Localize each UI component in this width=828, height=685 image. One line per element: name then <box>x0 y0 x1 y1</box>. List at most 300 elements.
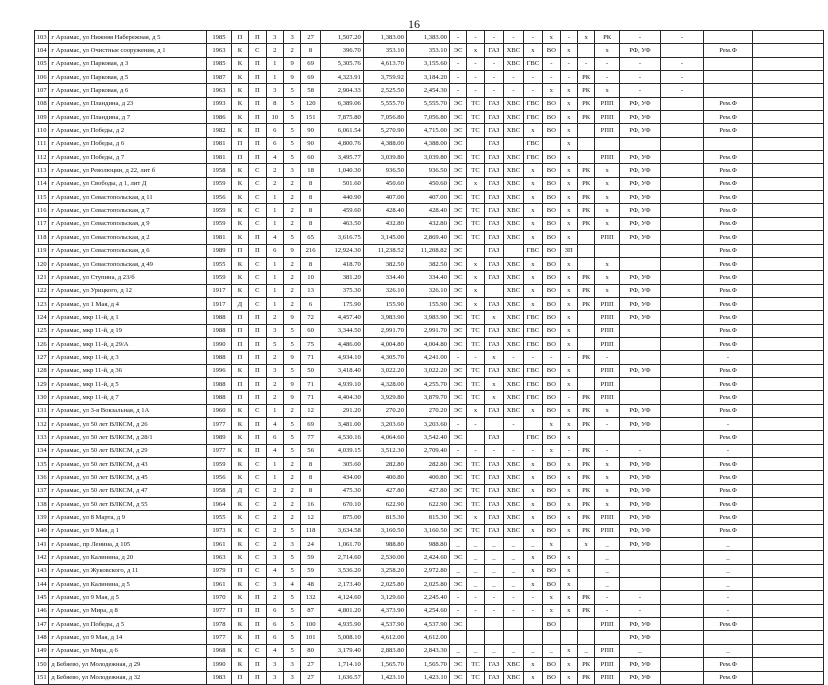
table-cell: РФ, УФ <box>619 458 660 471</box>
table-cell: РПП <box>595 618 620 631</box>
table-cell: x <box>560 137 577 150</box>
table-cell: РК <box>577 284 594 297</box>
address-cell: г Арзамас, мкр 11-й, д 29/А <box>49 337 207 350</box>
table-cell: x <box>560 431 577 444</box>
table-cell: - <box>595 71 620 84</box>
table-cell: - <box>467 417 484 430</box>
table-cell: 326.10 <box>363 284 406 297</box>
table-cell: 216 <box>301 244 320 257</box>
table-cell: 4,613.70 <box>363 57 406 70</box>
table-cell: x <box>560 191 577 204</box>
address-cell: г Арзамас, ул Жуковского, д 11 <box>49 564 207 577</box>
address-cell: г Арзамас, ул Революции, д 22, лит б <box>49 164 207 177</box>
table-cell: ТС <box>467 124 484 137</box>
table-cell: - <box>504 604 523 617</box>
table-cell: ХВС <box>504 111 523 124</box>
table-cell: РФ, УФ <box>619 177 660 190</box>
row-number-cell: 108 <box>35 97 49 110</box>
table-cell: РФ, УФ <box>619 484 660 497</box>
table-cell: 1,383.00 <box>406 31 449 44</box>
table-cell <box>619 391 660 404</box>
table-cell <box>660 631 703 644</box>
table-cell: ЗП <box>560 244 577 257</box>
table-cell: 936.50 <box>363 164 406 177</box>
table-cell: 3 <box>266 658 283 671</box>
table-cell <box>660 257 703 270</box>
table-cell: 382.50 <box>363 257 406 270</box>
table-cell: - <box>449 444 466 457</box>
table-cell: 3,184.20 <box>406 71 449 84</box>
table-cell: ТС <box>467 524 484 537</box>
table-cell: ЭС <box>449 484 466 497</box>
table-cell: 2 <box>283 498 300 511</box>
table-cell: x <box>560 644 577 657</box>
table-cell: Рем.Ф <box>703 484 752 497</box>
table-cell: x <box>560 671 577 684</box>
table-cell: 5,008.10 <box>320 631 363 644</box>
table-row <box>35 111 824 124</box>
table-cell: ЭС <box>449 284 466 297</box>
table-cell: 9 <box>283 391 300 404</box>
table-cell: x <box>523 44 542 57</box>
table-row <box>35 391 824 404</box>
table-cell: x <box>560 97 577 110</box>
table-cell: - <box>467 84 484 97</box>
table-cell <box>577 578 594 591</box>
address-cell: г Арзамас, ул Севастопольская, д 9 <box>49 217 207 230</box>
table-cell: x <box>560 204 577 217</box>
table-cell: П <box>231 244 248 257</box>
table-cell: 3,879.70 <box>406 391 449 404</box>
table-cell: 7,875.80 <box>320 111 363 124</box>
table-cell: ВО <box>543 311 560 324</box>
table-cell: 1961 <box>207 578 232 591</box>
table-cell: РК <box>577 458 594 471</box>
table-row <box>35 191 824 204</box>
table-cell <box>660 658 703 671</box>
table-row <box>35 377 824 390</box>
table-cell: П <box>249 124 266 137</box>
table-cell: x <box>560 404 577 417</box>
table-cell: С <box>249 564 266 577</box>
table-cell: 1981 <box>207 151 232 164</box>
table-cell: 4,612.00 <box>406 631 449 644</box>
table-cell <box>753 244 824 257</box>
table-cell: - <box>449 604 466 617</box>
table-cell: x <box>523 231 542 244</box>
table-cell: - <box>449 417 466 430</box>
table-cell: ВО <box>543 177 560 190</box>
table-cell: - <box>619 444 660 457</box>
table-cell: 2 <box>283 177 300 190</box>
row-number-cell: 141 <box>35 538 49 551</box>
table-cell: 9 <box>283 71 300 84</box>
table-cell: ХВС <box>504 404 523 417</box>
table-cell: ВО <box>543 151 560 164</box>
table-row <box>35 671 824 684</box>
table-cell: С <box>249 271 266 284</box>
table-cell: ЭС <box>449 498 466 511</box>
table-cell: 1917 <box>207 297 232 310</box>
table-cell: 432.80 <box>363 217 406 230</box>
table-cell: ВО <box>543 324 560 337</box>
table-cell <box>753 177 824 190</box>
table-cell: ХВС <box>504 511 523 524</box>
table-cell: РФ, УФ <box>619 151 660 164</box>
table-cell: _ <box>504 551 523 564</box>
table-cell <box>523 618 542 631</box>
table-cell: 9 <box>283 57 300 70</box>
table-cell: 1988 <box>207 324 232 337</box>
table-cell: РПП <box>595 364 620 377</box>
address-cell: г Арзамас, ул Победы, д 7 <box>49 151 207 164</box>
row-number-cell: 115 <box>35 191 49 204</box>
address-cell: г Арзамас, ул Парковая, д 3 <box>49 57 207 70</box>
table-cell: РФ, УФ <box>619 231 660 244</box>
table-cell: - <box>595 604 620 617</box>
table-cell: ГВС <box>523 324 542 337</box>
table-row <box>35 351 824 364</box>
table-cell: ЭС <box>449 337 466 350</box>
table-row <box>35 564 824 577</box>
table-cell <box>660 391 703 404</box>
table-cell: 4,457.40 <box>320 311 363 324</box>
table-cell: _ <box>467 564 484 577</box>
table-cell <box>660 498 703 511</box>
address-cell: г Арзамас, мкр 11-й, д 1 <box>49 311 207 324</box>
table-row <box>35 404 824 417</box>
table-cell: 1 <box>266 404 283 417</box>
table-cell: РК <box>577 591 594 604</box>
table-cell: П <box>231 324 248 337</box>
table-cell: ТС <box>467 364 484 377</box>
table-cell: _ <box>703 578 752 591</box>
table-row <box>35 177 824 190</box>
table-row <box>35 151 824 164</box>
table-cell <box>660 137 703 150</box>
table-cell: 1959 <box>207 217 232 230</box>
table-cell: _ <box>595 538 620 551</box>
table-cell: ХВС <box>504 217 523 230</box>
table-cell: x <box>543 604 560 617</box>
table-cell: С <box>249 484 266 497</box>
table-cell: РФ, УФ <box>619 471 660 484</box>
table-cell: - <box>467 604 484 617</box>
table-cell: 6,389.06 <box>320 97 363 110</box>
address-cell: г Арзамас, ул 3-я Вокзальная, д 1А <box>49 404 207 417</box>
table-cell: 90 <box>301 124 320 137</box>
table-cell: Рем.Ф <box>703 204 752 217</box>
table-cell: 432.80 <box>406 217 449 230</box>
table-cell: П <box>231 351 248 364</box>
table-cell: 1,423.10 <box>363 671 406 684</box>
table-cell: ЭС <box>449 377 466 390</box>
housing-register-table <box>34 30 824 685</box>
table-cell: ХВС <box>504 364 523 377</box>
table-cell: _ <box>595 578 620 591</box>
table-cell: 7,056.80 <box>363 111 406 124</box>
table-cell: 8 <box>266 97 283 110</box>
table-cell: 4,323.91 <box>320 71 363 84</box>
table-cell: ТС <box>467 658 484 671</box>
table-cell <box>660 444 703 457</box>
table-cell: x <box>577 538 594 551</box>
table-cell: 4 <box>266 564 283 577</box>
table-cell: ХВС <box>504 151 523 164</box>
table-cell: - <box>560 31 577 44</box>
table-cell: _ <box>595 551 620 564</box>
table-cell: П <box>249 417 266 430</box>
table-cell: ЭС <box>449 164 466 177</box>
table-cell: ГАЗ <box>484 151 503 164</box>
table-cell: - <box>467 71 484 84</box>
table-cell: 4,537.90 <box>406 618 449 631</box>
table-row <box>35 471 824 484</box>
table-cell: - <box>619 71 660 84</box>
table-cell: - <box>543 351 560 364</box>
table-cell <box>660 471 703 484</box>
table-cell: 3,022.20 <box>406 364 449 377</box>
table-cell <box>619 257 660 270</box>
table-cell: 3,634.58 <box>320 524 363 537</box>
table-cell: ГВС <box>523 391 542 404</box>
table-cell: С <box>249 257 266 270</box>
row-number-cell: 142 <box>35 551 49 564</box>
table-cell: ХВС <box>504 257 523 270</box>
table-row <box>35 498 824 511</box>
table-cell <box>753 257 824 270</box>
table-cell: К <box>231 644 248 657</box>
table-cell: - <box>703 444 752 457</box>
table-cell: РК <box>577 524 594 537</box>
table-cell: ГАЗ <box>484 458 503 471</box>
row-number-cell: 124 <box>35 311 49 324</box>
table-cell <box>753 324 824 337</box>
table-cell: ЭС <box>449 524 466 537</box>
table-cell: 450.60 <box>363 177 406 190</box>
table-cell: РПП <box>595 511 620 524</box>
table-cell: - <box>523 31 542 44</box>
table-cell: ГВС <box>523 431 542 444</box>
table-cell: 2 <box>266 591 283 604</box>
table-cell: 1,565.70 <box>406 658 449 671</box>
table-cell: ТС <box>467 231 484 244</box>
table-cell: РФ, УФ <box>619 631 660 644</box>
table-cell: 1 <box>266 297 283 310</box>
table-cell: С <box>249 404 266 417</box>
table-cell: - <box>703 591 752 604</box>
table-cell: _ <box>467 644 484 657</box>
table-cell <box>660 297 703 310</box>
table-cell: - <box>543 71 560 84</box>
table-cell: 2 <box>266 538 283 551</box>
table-cell: _ <box>484 551 503 564</box>
table-cell: ХВС <box>504 284 523 297</box>
table-cell: С <box>249 284 266 297</box>
table-cell: 622.90 <box>363 498 406 511</box>
table-cell: РК <box>577 111 594 124</box>
table-cell: ВО <box>543 231 560 244</box>
table-cell: 4,305.70 <box>363 351 406 364</box>
table-cell: К <box>231 257 248 270</box>
table-cell <box>660 97 703 110</box>
table-cell: РФ, УФ <box>619 658 660 671</box>
table-cell: ГАЗ <box>484 337 503 350</box>
table-row <box>35 618 824 631</box>
table-cell: - <box>660 84 703 97</box>
table-cell: 3 <box>266 364 283 377</box>
table-row <box>35 578 824 591</box>
table-cell <box>703 71 752 84</box>
table-cell: 6 <box>266 618 283 631</box>
table-cell: x <box>560 84 577 97</box>
table-cell: ВО <box>543 217 560 230</box>
table-cell: 475.30 <box>320 484 363 497</box>
table-cell: 5,555.70 <box>406 97 449 110</box>
table-cell: Рем.Ф <box>703 231 752 244</box>
table-cell: 5 <box>283 84 300 97</box>
row-number-cell: 105 <box>35 57 49 70</box>
table-cell: 1988 <box>207 351 232 364</box>
table-cell <box>660 337 703 350</box>
table-cell: 2,525.50 <box>363 84 406 97</box>
table-row <box>35 231 824 244</box>
table-cell: Д <box>231 297 248 310</box>
table-cell: 5 <box>283 324 300 337</box>
table-cell: ЭС <box>449 364 466 377</box>
table-cell: 5 <box>283 231 300 244</box>
table-cell: ЭС <box>449 97 466 110</box>
table-cell: П <box>249 591 266 604</box>
table-cell: x <box>560 417 577 430</box>
table-cell: 4,039.15 <box>320 444 363 457</box>
table-cell: РК <box>595 31 620 44</box>
table-cell: 1963 <box>207 84 232 97</box>
address-cell: г Арзамас, мкр 11-й, д 7 <box>49 391 207 404</box>
address-cell: г Арзамас, мкр 11-й, д 3 <box>49 351 207 364</box>
address-cell: г Арзамас, ул 50 лет ВЛКСМ, д 29 <box>49 444 207 457</box>
table-cell: ВО <box>543 498 560 511</box>
table-cell <box>660 164 703 177</box>
table-cell <box>660 591 703 604</box>
table-cell <box>467 431 484 444</box>
table-cell: - <box>523 444 542 457</box>
table-cell: 2,530.00 <box>363 551 406 564</box>
table-cell: 3,022.20 <box>363 364 406 377</box>
table-cell: 1956 <box>207 471 232 484</box>
table-cell: 5 <box>283 604 300 617</box>
table-cell <box>753 164 824 177</box>
table-row <box>35 44 824 57</box>
table-cell: x <box>595 284 620 297</box>
table-cell: ЭС <box>449 324 466 337</box>
table-cell: 1987 <box>207 71 232 84</box>
table-row <box>35 538 824 551</box>
table-cell: ВО <box>543 564 560 577</box>
table-cell: ХВС <box>504 337 523 350</box>
table-cell: ХВС <box>504 44 523 57</box>
table-cell: 9 <box>283 244 300 257</box>
table-cell: РК <box>577 604 594 617</box>
row-number-cell: 130 <box>35 391 49 404</box>
table-cell: - <box>504 591 523 604</box>
table-cell: 6 <box>266 631 283 644</box>
table-cell: 1977 <box>207 631 232 644</box>
table-cell: ХВС <box>504 164 523 177</box>
address-cell: г Арзамас, мкр 11-й, д 36 <box>49 364 207 377</box>
table-cell: ГАЗ <box>484 231 503 244</box>
address-cell: г Арзамас, ул 9 Мая, д 5 <box>49 591 207 604</box>
table-cell <box>577 137 594 150</box>
table-cell: 2,709.40 <box>406 444 449 457</box>
table-cell <box>595 631 620 644</box>
table-cell: 1955 <box>207 511 232 524</box>
table-cell: РФ, УФ <box>619 297 660 310</box>
table-cell: 9 <box>283 351 300 364</box>
table-cell: 459.60 <box>320 204 363 217</box>
address-cell: г Арзамас, ул 50 лет ВЛКСМ, д 43 <box>49 458 207 471</box>
table-cell: РК <box>577 511 594 524</box>
table-cell: РК <box>577 164 594 177</box>
table-cell: 1,040.30 <box>320 164 363 177</box>
address-cell: г Арзамас, ул Ступина, д 23/б <box>49 271 207 284</box>
table-cell: _ <box>484 564 503 577</box>
table-cell: 3,039.80 <box>363 151 406 164</box>
table-cell: ЭС <box>449 658 466 671</box>
table-cell <box>504 137 523 150</box>
table-cell: РК <box>577 498 594 511</box>
table-cell: П <box>231 377 248 390</box>
table-cell: РФ, УФ <box>619 404 660 417</box>
table-cell: 2 <box>283 297 300 310</box>
table-cell: ГВС <box>523 364 542 377</box>
table-cell: Рем.Ф <box>703 124 752 137</box>
table-cell: ЭС <box>449 458 466 471</box>
table-cell: К <box>231 658 248 671</box>
table-cell: 59 <box>301 551 320 564</box>
table-cell: x <box>523 177 542 190</box>
table-cell: 1977 <box>207 604 232 617</box>
table-cell: РФ, УФ <box>619 204 660 217</box>
table-cell: К <box>231 57 248 70</box>
table-cell: К <box>231 177 248 190</box>
table-cell: _ <box>467 551 484 564</box>
table-cell: x <box>523 564 542 577</box>
table-cell <box>753 191 824 204</box>
address-cell: г Арзамас, ул Парковая, д 5 <box>49 71 207 84</box>
table-cell: 8 <box>301 217 320 230</box>
table-cell: x <box>560 604 577 617</box>
table-cell: ТС <box>467 191 484 204</box>
table-cell: 2 <box>266 177 283 190</box>
table-cell: 4,486.00 <box>320 337 363 350</box>
table-cell: 1 <box>266 257 283 270</box>
table-cell: 2,904.33 <box>320 84 363 97</box>
address-cell: г Арзамас, ул Победы, д 2 <box>49 124 207 137</box>
table-cell: 3,983.90 <box>363 311 406 324</box>
table-cell: 1981 <box>207 231 232 244</box>
table-cell: ГАЗ <box>484 511 503 524</box>
table-cell: 8 <box>301 458 320 471</box>
row-number-cell: 147 <box>35 618 49 631</box>
address-cell: г Арзамас, ул 8 Марта, д 9 <box>49 511 207 524</box>
table-cell: x <box>560 257 577 270</box>
table-cell: ЭС <box>449 297 466 310</box>
table-cell: x <box>595 44 620 57</box>
table-cell <box>753 671 824 684</box>
table-cell: РК <box>577 177 594 190</box>
table-cell <box>595 137 620 150</box>
